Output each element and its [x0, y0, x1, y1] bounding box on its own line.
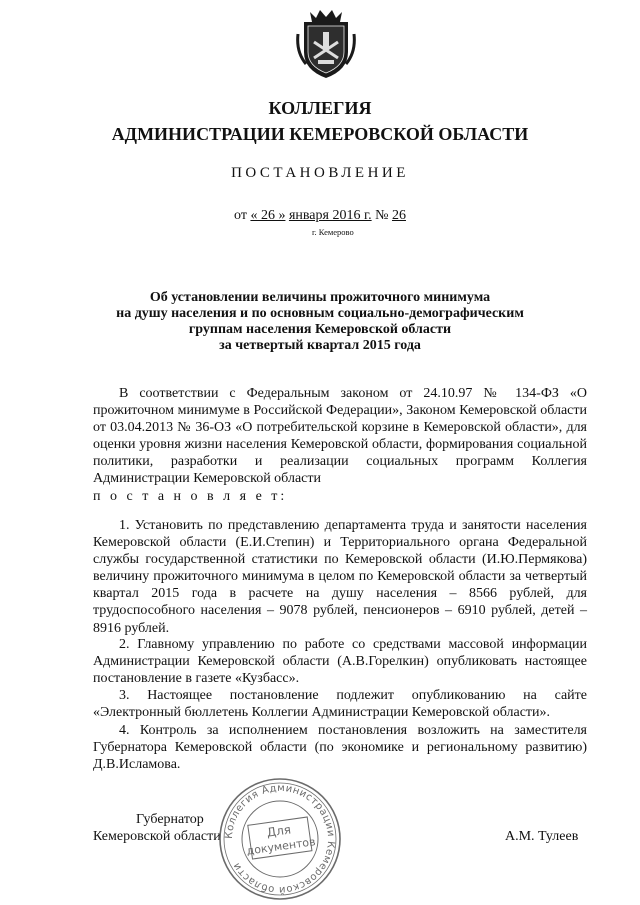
item-1 [93, 517, 587, 637]
number-sign: № [375, 208, 389, 223]
title-line2: на душу населения и по основным социально-демографическим [116, 306, 524, 321]
document-date-line [0, 208, 640, 224]
organization-title-line1: КОЛЛЕГИЯ [268, 98, 372, 118]
item-1-text: 1. Установить по представлению департамента труда и занятости населения Кемеровской области (Е.И.Степин) и Территориального органа Федеральной службы государственной статистики по Кемеровской области (И.Ю.Пермякова) величину прожиточного минимума в целом по Кемеровской области за четвертый квартал 2015 года в расчете на душу населения – 8566 рублей, для трудоспособного населения – 9078 рублей, пенсионеров – 6910 рублей, детей – 8916 рублей. [93, 518, 587, 636]
coat-of-arms-emblem [296, 8, 356, 80]
signatory-name: А.М. Тулеев [505, 829, 579, 844]
date-day: « 26 » [250, 208, 286, 223]
city-label: г. Кемерово [312, 227, 354, 237]
organization-title-line2: АДМИНИСТРАЦИИ КЕМЕРОВСКОЙ ОБЛАСТИ [111, 124, 529, 144]
document-title [0, 290, 640, 354]
title-line1: Об установлении величины прожиточного минимума [149, 290, 491, 305]
preamble-block [93, 385, 587, 505]
svg-text:документов: документов [245, 835, 317, 858]
signatory-region: Кемеровской области [93, 829, 221, 844]
title-line3: группам населения Кемеровской области [188, 322, 452, 337]
item-2-text: 2. Главному управлению по работе со средствами массовой информации Администрации Кемеровской области (А.В.Горелкин) опубликовать настоящее постановление в газете «Кузбасс». [93, 637, 587, 687]
document-number: 26 [391, 208, 406, 223]
official-stamp [216, 775, 344, 903]
signatory-position: Губернатор [136, 812, 204, 827]
document-type: ПОСТАНОВЛЕНИЕ [231, 165, 409, 181]
svg-text:Для: Для [265, 822, 292, 840]
item-3-text: 3. Настоящее постановление подлежит опубликованию на сайте «Электронный бюллетень Коллегии Администрации Кемеровской области». [93, 688, 587, 721]
item-4-text: 4. Контроль за исполнением постановления возложить на заместителя Губернатора Кемеровской области (по экономике и региональному развитию) Д.В.Исламова. [93, 723, 587, 773]
resolves-label: п о с т а н о в л я е т: [93, 488, 288, 504]
svg-text:Коллегия Администрации Кемеров: Коллегия Администрации Кемеровской области [223, 782, 337, 896]
item-2 [93, 636, 587, 687]
date-prefix: от [234, 208, 247, 223]
preamble-paragraph: В соответствии с Федеральным законом от 24.10.97 № 134-ФЗ «О прожиточном минимуме в Российской Федерации», Законом Кемеровской области от 03.04.2013 № 36-ОЗ «О потребительской корзине в Кемеровской области», для оценки уровня жизни населения Кемеровской области, формирования социальной политики, разработки и реализации социальных программ Коллегия Администрации Кемеровской области [93, 386, 587, 487]
item-3 [93, 687, 587, 721]
item-4 [93, 722, 587, 773]
title-line4: за четвертый квартал 2015 года [219, 338, 421, 353]
date-month-year: января 2016 г. [288, 208, 372, 223]
